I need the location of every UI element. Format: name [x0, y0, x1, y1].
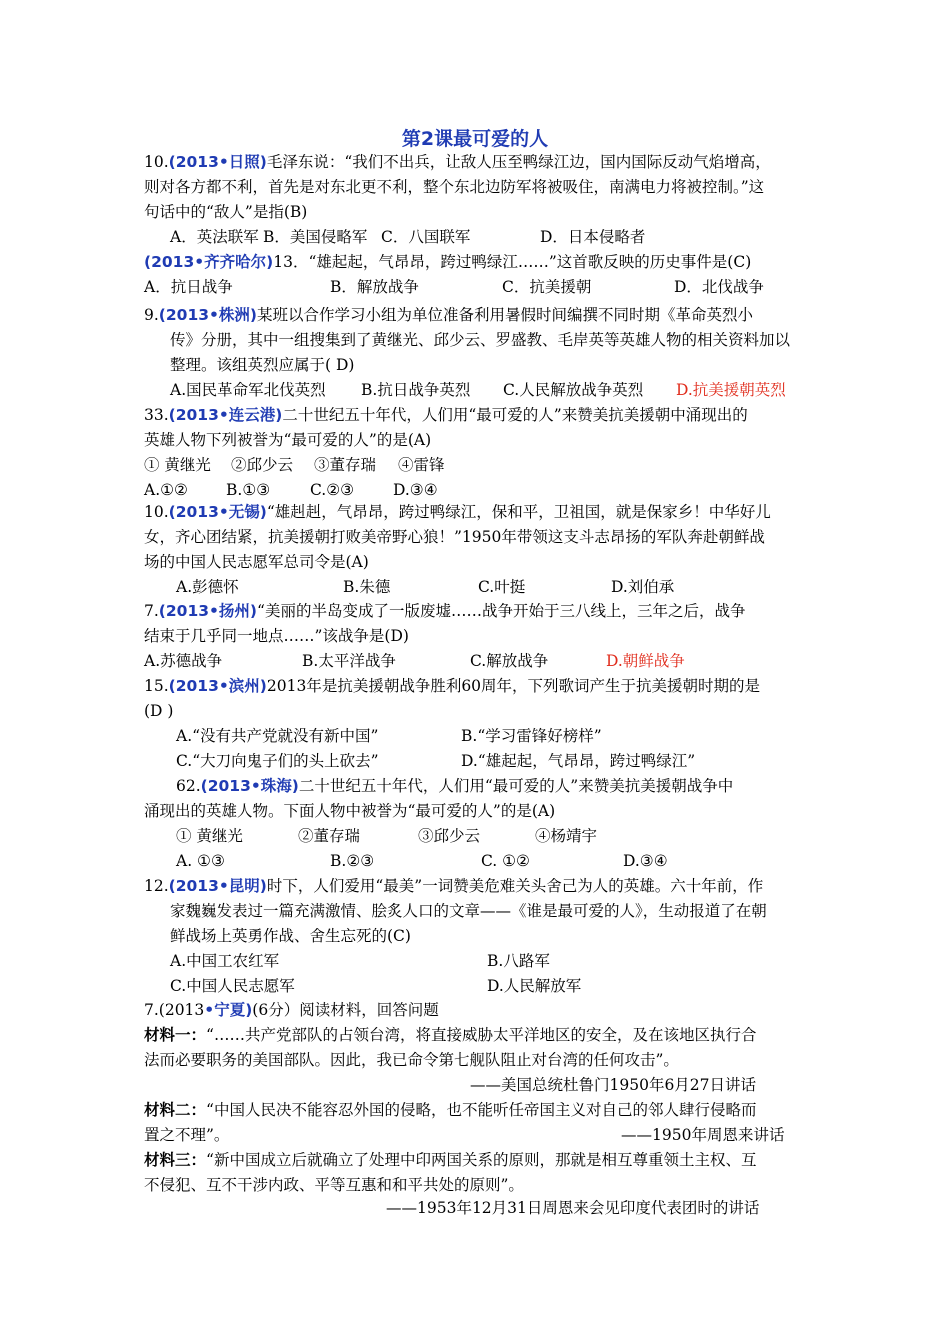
q4-text-2: 英雄人物下列被誉为“最可爱的人”的是(A)	[144, 431, 432, 449]
q6-option-d-answer: D.朝鲜战争	[606, 652, 685, 670]
q8-item-4: ④杨靖宇	[535, 827, 598, 845]
q4-option-d: D.③④	[393, 481, 438, 499]
q6-source-tag: (2013•扬州)	[158, 602, 258, 620]
material-3-text-1: “新中国成立后就确立了处理中印两国关系的原则，那就是相互尊重领土主权、互	[206, 1151, 757, 1169]
q8-item-3: ③邱少云	[418, 827, 481, 845]
material-2-text-1: “中国人民决不能容忍外国的侵略，也不能听任帝国主义对自己的邻人肆行侵略而	[206, 1101, 757, 1119]
q3-number: 9.	[144, 306, 159, 324]
q1-option-c: C．八国联军	[381, 228, 471, 246]
q1-text-1: 毛泽东说：“我们不出兵，让敌人压至鸭绿江边，国内国际反动气焰增高，	[266, 153, 771, 171]
q2-text-1: 13．“雄起起，气昂昂，跨过鸭绿江……”这首歌反映的历史事件是(C)	[273, 253, 752, 271]
material-1-line1	[144, 1025, 756, 1045]
q8-item-1: ① 黄继光	[176, 827, 243, 845]
material-2-source: ——1950年周恩来讲话	[621, 1126, 785, 1144]
q6-text-1: “美丽的半岛变成了一版废墟……战争开始于三八线上，三年之后，战争	[257, 602, 746, 620]
q2-option-b: B．解放战争	[330, 278, 419, 296]
q9-option-b: B.八路军	[487, 952, 550, 970]
q10-line1	[144, 1000, 439, 1020]
q8-line1	[176, 776, 733, 796]
q4-option-a: A.①②	[144, 481, 188, 499]
q3-option-d-answer: D.抗美援朝英烈	[676, 381, 786, 399]
material-3-text-2: 不侵犯、互不干涉内政、平等互惠和和平共处的原则”。	[144, 1176, 524, 1194]
q9-option-d: D.人民解放军	[487, 977, 582, 995]
q3-line1	[144, 305, 753, 325]
material-3-label: 材料三：	[144, 1151, 207, 1169]
q9-text-3: 鲜战场上英勇作战、舍生忘死的(C)	[170, 927, 411, 945]
q2-option-c: C．抗美援朝	[502, 278, 592, 296]
q8-option-d: D.③④	[623, 852, 668, 870]
q1-source-tag: (2013•日照)	[168, 153, 267, 171]
q8-text-1: 二十世纪五十年代，人们用“最可爱的人”来赞美抗美援朝战争中	[298, 777, 734, 795]
q2-option-d: D．北伐战争	[674, 278, 764, 296]
q7-line1	[144, 676, 760, 696]
material-3-source: ——1953年12月31日周恩来会见印度代表团时的讲话	[386, 1199, 760, 1217]
q8-number: 62.	[176, 777, 201, 795]
q5-line1	[144, 502, 771, 522]
q7-option-d: D.“雄起起，气昂昂，跨过鸭绿江”	[461, 752, 696, 770]
q5-text-2: 女，齐心团结紧，抗美援朝打败美帝野心狼！”1950年带领这支斗志昂扬的军队奔赴朝鲜战	[144, 528, 765, 546]
q7-text-1: 2013年是抗美援朝战争胜利60周年，下列歌词产生于抗美援朝时期的是	[266, 677, 761, 695]
q7-source-tag: (2013•滨州)	[168, 677, 267, 695]
q4-source-tag: (2013•连云港)	[168, 406, 283, 424]
q6-option-b: B.太平洋战争	[302, 652, 396, 670]
q4-option-b: B.①③	[226, 481, 271, 499]
q7-number: 15.	[144, 677, 169, 695]
material-1-label: 材料一：	[144, 1026, 207, 1044]
q2-source-tag: (2013•齐齐哈尔)	[144, 253, 274, 271]
q7-option-c: C.“大刀向鬼子们的头上砍去”	[176, 752, 379, 770]
q1-option-d: D．日本侵略者	[540, 228, 646, 246]
q8-option-a: A. ①③	[176, 852, 225, 870]
q5-option-d: D.刘伯承	[611, 578, 675, 596]
q6-option-a: A.苏德战争	[144, 652, 223, 670]
q8-source-tag: (2013•珠海)	[200, 777, 299, 795]
material-3-line1	[144, 1150, 756, 1170]
q3-text-1: 某班以合作学习小组为单位准备利用暑假时间编撰不同时期《革命英烈小	[257, 306, 754, 324]
q4-option-c: C.②③	[310, 481, 355, 499]
q1-option-b: B．美国侵略军	[263, 228, 368, 246]
q9-text-1: 时下，人们爱用“最美”一词赞美危难关头舍己为人的英雄。六十年前，作	[266, 877, 764, 895]
q1-number: 10.	[144, 153, 169, 171]
q8-text-2: 涌现出的英雄人物。下面人物中被誉为“最可爱的人”的是(A)	[144, 802, 556, 820]
q2-line1	[144, 252, 751, 272]
q4-text-1: 二十世纪五十年代，人们用“最可爱的人”来赞美抗美援朝中涌现出的	[282, 406, 748, 424]
q10-text-1: (6分）阅读材料，回答问题	[252, 1001, 439, 1019]
q3-source-tag: (2013•株洲)	[158, 306, 258, 324]
q4-number: 33.	[144, 406, 169, 424]
q5-text-3: 场的中国人民志愿军总司令是(A)	[144, 553, 369, 571]
q3-option-a: A.国民革命军北伐英烈	[170, 381, 326, 399]
q5-source-tag: (2013•无锡)	[168, 503, 267, 521]
q4-line1	[144, 405, 748, 425]
q2-option-a: A．抗日战争	[144, 278, 233, 296]
q1-text-3: 句话中的“敌人”是指(B)	[144, 203, 308, 221]
material-1-source: ——美国总统杜鲁门1950年6月27日讲话	[470, 1076, 757, 1094]
material-1-text-2: 法而必要职务的美国部队。因此，我已命令第七舰队阻止对台湾的任何攻击”。	[144, 1051, 679, 1069]
q6-text-2: 结束于几乎同一地点……”该战争是(D)	[144, 627, 409, 645]
q9-option-a: A.中国工农红军	[170, 952, 280, 970]
q5-option-b: B.朱德	[343, 578, 391, 596]
q5-option-c: C.叶挺	[478, 578, 526, 596]
q9-number: 12.	[144, 877, 169, 895]
material-2-line1	[144, 1100, 756, 1120]
q10-number: 7.(2013	[144, 1001, 205, 1019]
q5-option-a: A.彭德怀	[176, 578, 239, 596]
q9-line1	[144, 876, 763, 896]
page-title: 第2课最可爱的人	[401, 128, 549, 150]
q1-text-2: 则对各方都不利，首先是对东北更不利，整个东北边防军将被吸住，南满电力将被控制。”这	[144, 178, 765, 196]
q8-option-b: B.②③	[330, 852, 375, 870]
q9-source-tag: (2013•昆明)	[168, 877, 267, 895]
q1-line1	[144, 152, 771, 172]
q4-item-4: ④雷锋	[398, 456, 445, 474]
q9-text-2: 家魏巍发表过一篇充满激情、脍炙人口的文章——《谁是最可爱的人》，生动报道了在朝	[170, 902, 767, 920]
q6-option-c: C.解放战争	[470, 652, 549, 670]
material-2-label: 材料二：	[144, 1101, 207, 1119]
q5-number: 10.	[144, 503, 169, 521]
q1-option-a: A．英法联军	[170, 228, 259, 246]
q4-item-1: ① 黄继光	[144, 456, 211, 474]
q3-option-c: C.人民解放战争英烈	[503, 381, 644, 399]
material-1-text-1: “……共产党部队的占领台湾，将直接威胁太平洋地区的安全，及在该地区执行合	[206, 1026, 757, 1044]
q4-item-3: ③董存瑞	[314, 456, 377, 474]
q6-line1	[144, 601, 745, 621]
q3-option-b: B.抗日战争英烈	[361, 381, 471, 399]
q9-option-c: C.中国人民志愿军	[170, 977, 295, 995]
q6-number: 7.	[144, 602, 159, 620]
q7-option-a: A.“没有共产党就没有新中国”	[176, 727, 379, 745]
q3-text-3: 整理。该组英烈应属于( D)	[170, 356, 355, 374]
q8-option-c: C. ①②	[481, 852, 530, 870]
q10-source-tag: •宁夏)	[204, 1001, 253, 1019]
q5-text-1: “雄赳赳，气昂昂，跨过鸭绿江，保和平，卫祖国，就是保家乡！中华好儿	[266, 503, 771, 521]
q7-option-b: B.“学习雷锋好榜样”	[461, 727, 602, 745]
q7-text-2: (D )	[144, 702, 174, 720]
q8-item-2: ②董存瑞	[298, 827, 361, 845]
q4-item-2: ②邱少云	[231, 456, 294, 474]
q3-text-2: 传》分册，其中一组搜集到了黄继光、邱少云、罗盛教、毛岸英等英雄人物的相关资料加以	[170, 331, 791, 349]
material-2-text-2: 置之不理”。	[144, 1126, 230, 1144]
